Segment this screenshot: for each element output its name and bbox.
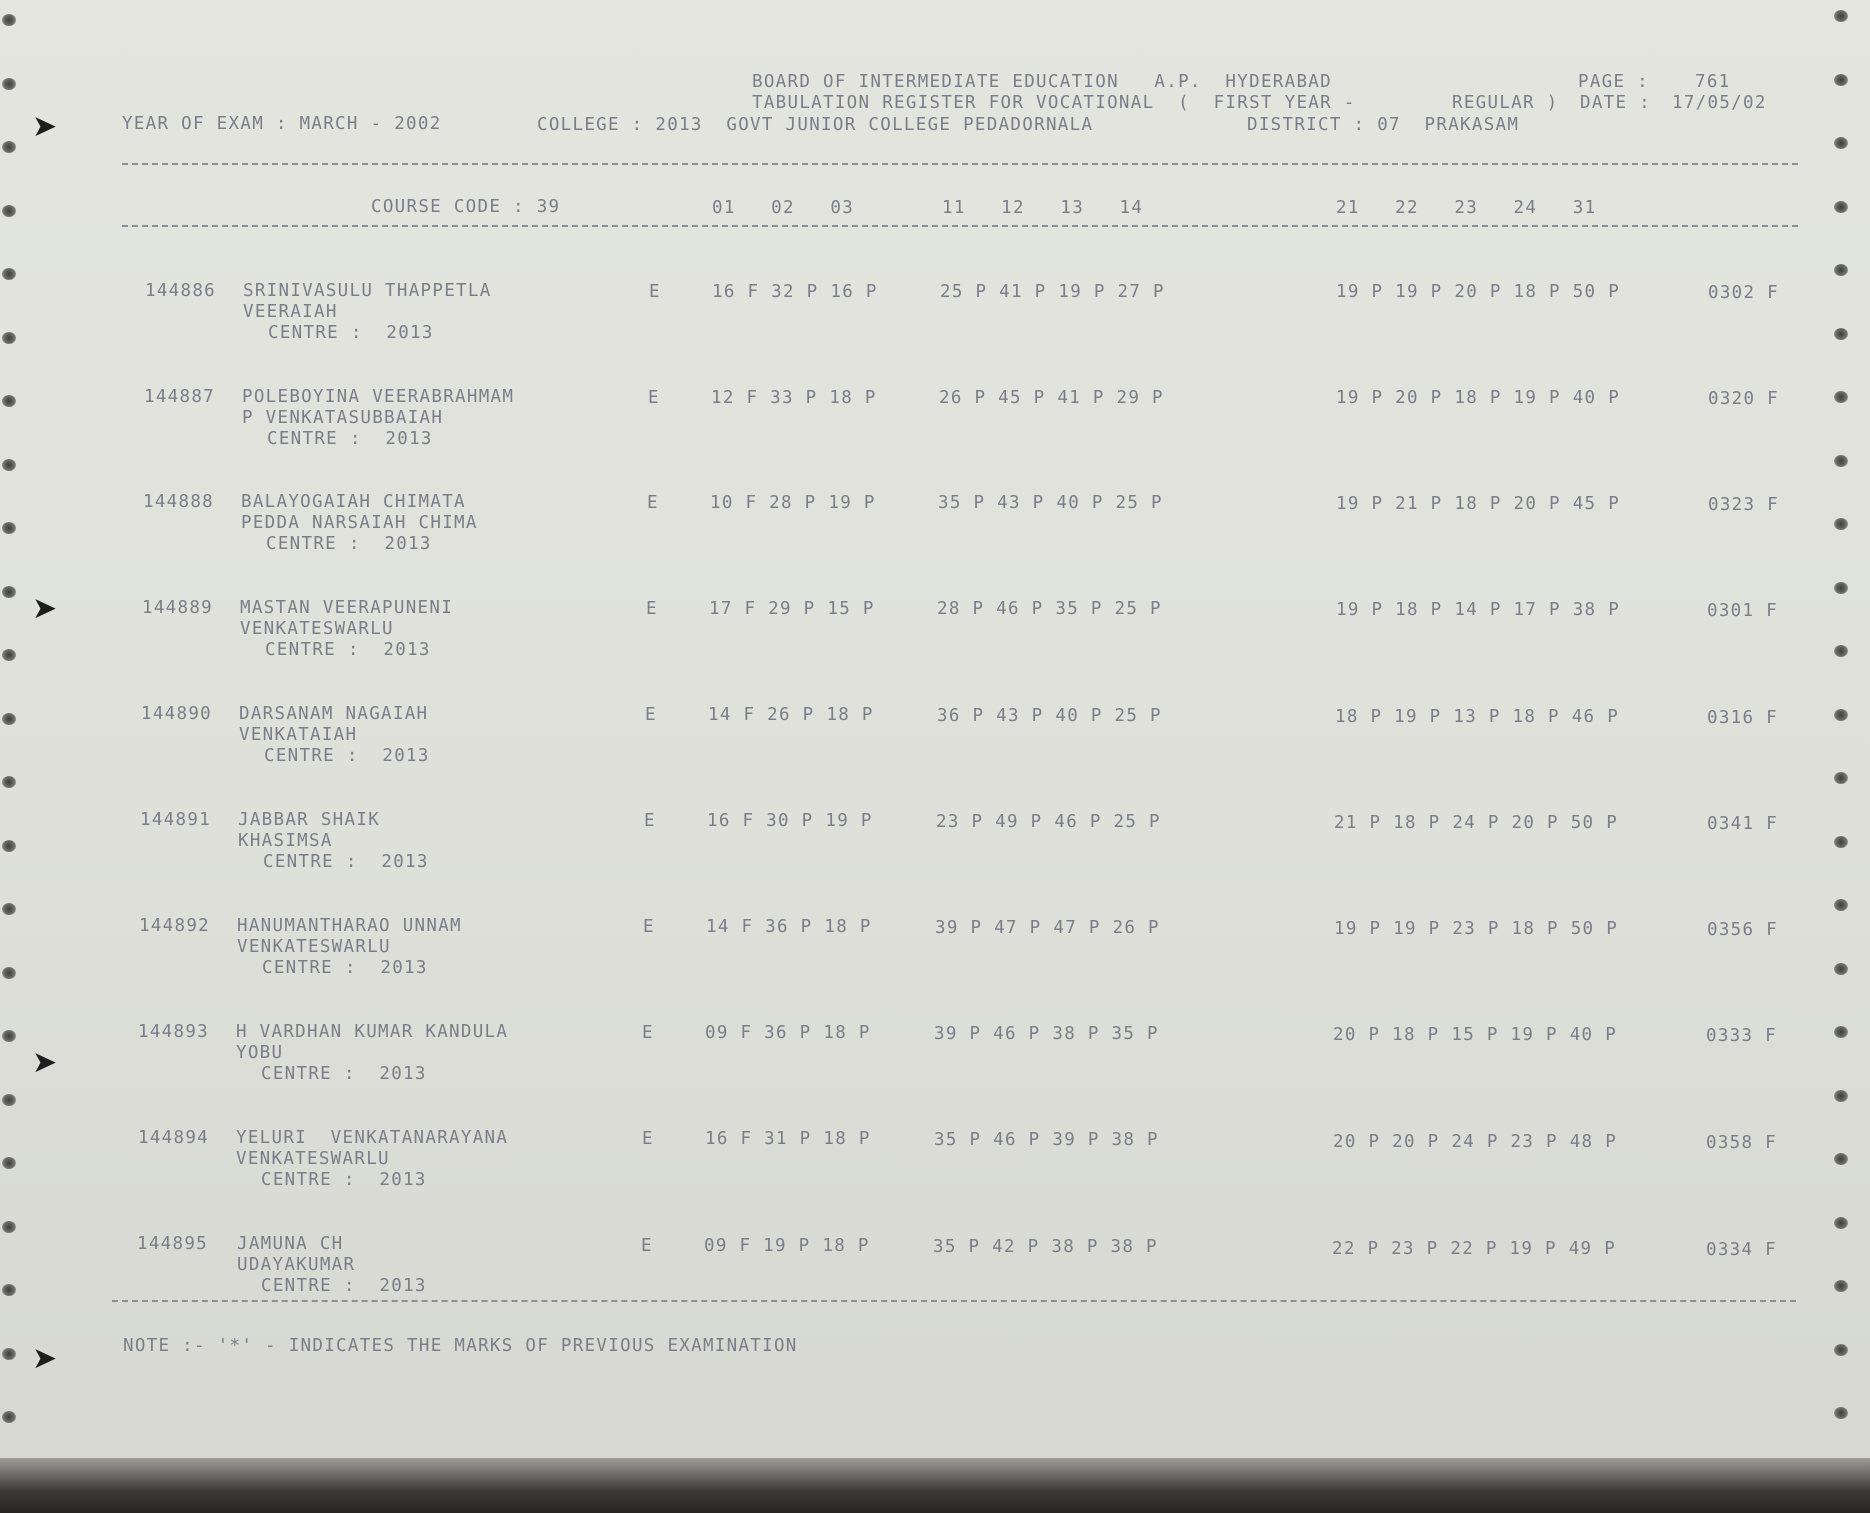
parent-name: VENKATAIAH: [239, 725, 358, 745]
medium: E: [642, 1129, 654, 1149]
district-info: DISTRICT : 07 PRAKASAM: [1247, 115, 1520, 135]
marks-group-1: 16 F 30 P 19 P: [707, 811, 873, 831]
marks-group-3: 19 P 21 P 18 P 20 P 45 P: [1336, 494, 1621, 514]
feed-hole-icon: [2, 1348, 16, 1360]
roll-number: 144889: [142, 598, 214, 618]
feed-hole-icon: [2, 78, 16, 90]
roll-number: 144890: [141, 704, 213, 724]
marks-group-2: 35 P 42 P 38 P 38 P: [933, 1237, 1158, 1257]
left-margin-arrow-mark-icon: ➤: [32, 1045, 58, 1080]
year-of-exam: YEAR OF EXAM : MARCH - 2002: [122, 114, 442, 134]
total-result: 0302 F: [1708, 283, 1780, 303]
student-record: [0, 598, 1870, 704]
student-name: BALAYOGAIAH CHIMATA: [241, 492, 466, 512]
total-result: 0356 F: [1707, 920, 1779, 940]
feed-hole-icon: [1834, 264, 1848, 276]
medium: E: [641, 1236, 653, 1256]
total-result: 0334 F: [1706, 1240, 1778, 1260]
parent-name: VENKATESWARLU: [240, 619, 394, 639]
feed-hole-icon: [1834, 10, 1848, 22]
marks-group-3: 22 P 23 P 22 P 19 P 49 P: [1332, 1239, 1617, 1259]
marks-group-2: 35 P 43 P 40 P 25 P: [938, 493, 1163, 513]
student-record: [0, 704, 1870, 810]
footer-note: NOTE :- '*' - INDICATES THE MARKS OF PREVIOUS EXAMINATION: [123, 1336, 798, 1356]
marks-group-2: 25 P 41 P 19 P 27 P: [940, 282, 1165, 302]
feed-hole-icon: [1834, 201, 1848, 213]
marks-group-3: 20 P 20 P 24 P 23 P 48 P: [1333, 1132, 1618, 1152]
medium: E: [648, 388, 660, 408]
marks-group-2: 26 P 45 P 41 P 29 P: [939, 388, 1164, 408]
feed-hole-icon: [1834, 137, 1848, 149]
student-name: POLEBOYINA VEERABRAHMAM: [242, 387, 515, 407]
centre-code: CENTRE : 2013: [267, 429, 433, 449]
parent-name: VEERAIAH: [243, 302, 338, 322]
roll-number: 144895: [137, 1234, 209, 1254]
centre-code: CENTRE : 2013: [264, 746, 430, 766]
roll-number: 144891: [140, 810, 212, 830]
medium: E: [643, 917, 655, 937]
student-record: [0, 492, 1870, 598]
feed-hole-icon: [2, 1411, 16, 1423]
parent-name: YOBU: [236, 1043, 284, 1063]
college-info: COLLEGE : 2013 GOVT JUNIOR COLLEGE PEDADORNALA: [537, 115, 1094, 135]
parent-name: P VENKATASUBBAIAH: [242, 408, 444, 428]
medium: E: [646, 599, 658, 619]
centre-code: CENTRE : 2013: [266, 534, 432, 554]
marks-group-2: 28 P 46 P 35 P 25 P: [937, 599, 1162, 619]
student-record: [0, 1022, 1870, 1128]
marks-group-3: 20 P 18 P 15 P 19 P 40 P: [1333, 1025, 1618, 1045]
medium: E: [649, 282, 661, 302]
marks-group-1: 17 F 29 P 15 P: [709, 599, 875, 619]
page-number: 761: [1695, 72, 1731, 92]
course-code: COURSE CODE : 39: [371, 197, 561, 217]
total-result: 0341 F: [1707, 814, 1779, 834]
total-result: 0323 F: [1708, 495, 1780, 515]
parent-name: UDAYAKUMAR: [237, 1255, 356, 1275]
total-result: 0358 F: [1706, 1133, 1778, 1153]
roll-number: 144893: [138, 1022, 210, 1042]
total-result: 0316 F: [1707, 708, 1779, 728]
header-rule-top: [122, 163, 1798, 165]
parent-name: VENKATESWARLU: [237, 937, 391, 957]
centre-code: CENTRE : 2013: [262, 958, 428, 978]
student-name: H VARDHAN KUMAR KANDULA: [236, 1022, 509, 1042]
student-record: [0, 810, 1870, 916]
centre-code: CENTRE : 2013: [265, 640, 431, 660]
marks-group-3: 19 P 20 P 18 P 19 P 40 P: [1336, 388, 1621, 408]
student-name: DARSANAM NAGAIAH: [239, 704, 429, 724]
roll-number: 144892: [139, 916, 211, 936]
bottom-edge-shadow: [0, 1458, 1870, 1513]
total-result: 0301 F: [1707, 601, 1779, 621]
centre-code: CENTRE : 2013: [261, 1276, 427, 1296]
feed-hole-icon: [1834, 1344, 1848, 1356]
marks-group-1: 16 F 32 P 16 P: [712, 282, 878, 302]
exam-status: REGULAR ): [1452, 93, 1559, 113]
board-title: BOARD OF INTERMEDIATE EDUCATION A.P. HYDERABAD: [752, 72, 1332, 92]
student-record: [0, 1128, 1870, 1234]
marks-group-2: 39 P 46 P 38 P 35 P: [934, 1024, 1159, 1044]
marks-group-3: 19 P 18 P 14 P 17 P 38 P: [1336, 600, 1621, 620]
marks-group-3: 19 P 19 P 23 P 18 P 50 P: [1334, 919, 1619, 939]
roll-number: 144887: [144, 387, 216, 407]
subject-codes-group-2: 11 12 13 14: [942, 198, 1144, 218]
student-record: [0, 1234, 1870, 1340]
medium: E: [642, 1023, 654, 1043]
total-result: 0333 F: [1706, 1026, 1778, 1046]
marks-group-1: 09 F 36 P 18 P: [705, 1023, 871, 1043]
centre-code: CENTRE : 2013: [261, 1064, 427, 1084]
feed-hole-icon: [2, 268, 16, 280]
feed-hole-icon: [1834, 74, 1848, 86]
parent-name: VENKATESWARLU: [236, 1149, 390, 1169]
parent-name: KHASIMSA: [238, 831, 333, 851]
marks-group-1: 16 F 31 P 18 P: [705, 1129, 871, 1149]
student-name: YELURI VENKATANARAYANA: [236, 1128, 509, 1148]
medium: E: [644, 811, 656, 831]
subject-codes-group-1: 01 02 03: [712, 198, 855, 218]
left-margin-arrow-mark-icon: ➤: [32, 591, 58, 626]
centre-code: CENTRE : 2013: [268, 323, 434, 343]
subject-codes-group-3: 21 22 23 24 31: [1336, 198, 1597, 218]
roll-number: 144886: [145, 281, 217, 301]
roll-number: 144894: [138, 1128, 210, 1148]
marks-group-1: 09 F 19 P 18 P: [704, 1236, 870, 1256]
centre-code: CENTRE : 2013: [261, 1170, 427, 1190]
student-name: JABBAR SHAIK: [238, 810, 381, 830]
student-record: [0, 387, 1870, 493]
marks-group-1: 12 F 33 P 18 P: [711, 388, 877, 408]
parent-name: PEDDA NARSAIAH CHIMA: [241, 513, 478, 533]
student-name: HANUMANTHARAO UNNAM: [237, 916, 462, 936]
total-result: 0320 F: [1708, 389, 1780, 409]
marks-group-1: 10 F 28 P 19 P: [710, 493, 876, 513]
student-name: JAMUNA CH: [237, 1234, 344, 1254]
feed-hole-icon: [1834, 1407, 1848, 1419]
date-label: DATE :: [1580, 93, 1652, 113]
marks-group-1: 14 F 36 P 18 P: [706, 917, 872, 937]
marks-group-2: 23 P 49 P 46 P 25 P: [936, 812, 1161, 832]
roll-number: 144888: [143, 492, 215, 512]
marks-group-3: 21 P 18 P 24 P 20 P 50 P: [1334, 813, 1619, 833]
student-record: [0, 281, 1870, 387]
left-margin-arrow-mark-icon: ➤: [32, 1341, 58, 1376]
header-rule-bottom: [122, 225, 1798, 227]
marks-group-2: 36 P 43 P 40 P 25 P: [937, 706, 1162, 726]
left-margin-arrow-mark-icon: ➤: [32, 109, 58, 144]
student-record: [0, 916, 1870, 1022]
medium: E: [645, 705, 657, 725]
medium: E: [647, 493, 659, 513]
centre-code: CENTRE : 2013: [263, 852, 429, 872]
marks-group-2: 35 P 46 P 39 P 38 P: [934, 1130, 1159, 1150]
footer-rule: [112, 1300, 1796, 1302]
student-name: SRINIVASULU THAPPETLA: [243, 281, 492, 301]
feed-hole-icon: [2, 14, 16, 26]
student-name: MASTAN VEERAPUNENI: [240, 598, 454, 618]
feed-hole-icon: [2, 141, 16, 153]
marks-group-1: 14 F 26 P 18 P: [708, 705, 874, 725]
marks-group-2: 39 P 47 P 47 P 26 P: [935, 918, 1160, 938]
page-label: PAGE :: [1578, 72, 1650, 92]
register-title: TABULATION REGISTER FOR VOCATIONAL ( FIRST YEAR -: [752, 93, 1356, 113]
marks-group-3: 18 P 19 P 13 P 18 P 46 P: [1335, 707, 1620, 727]
print-date: 17/05/02: [1672, 93, 1767, 113]
marks-group-3: 19 P 19 P 20 P 18 P 50 P: [1336, 282, 1621, 302]
feed-hole-icon: [2, 205, 16, 217]
